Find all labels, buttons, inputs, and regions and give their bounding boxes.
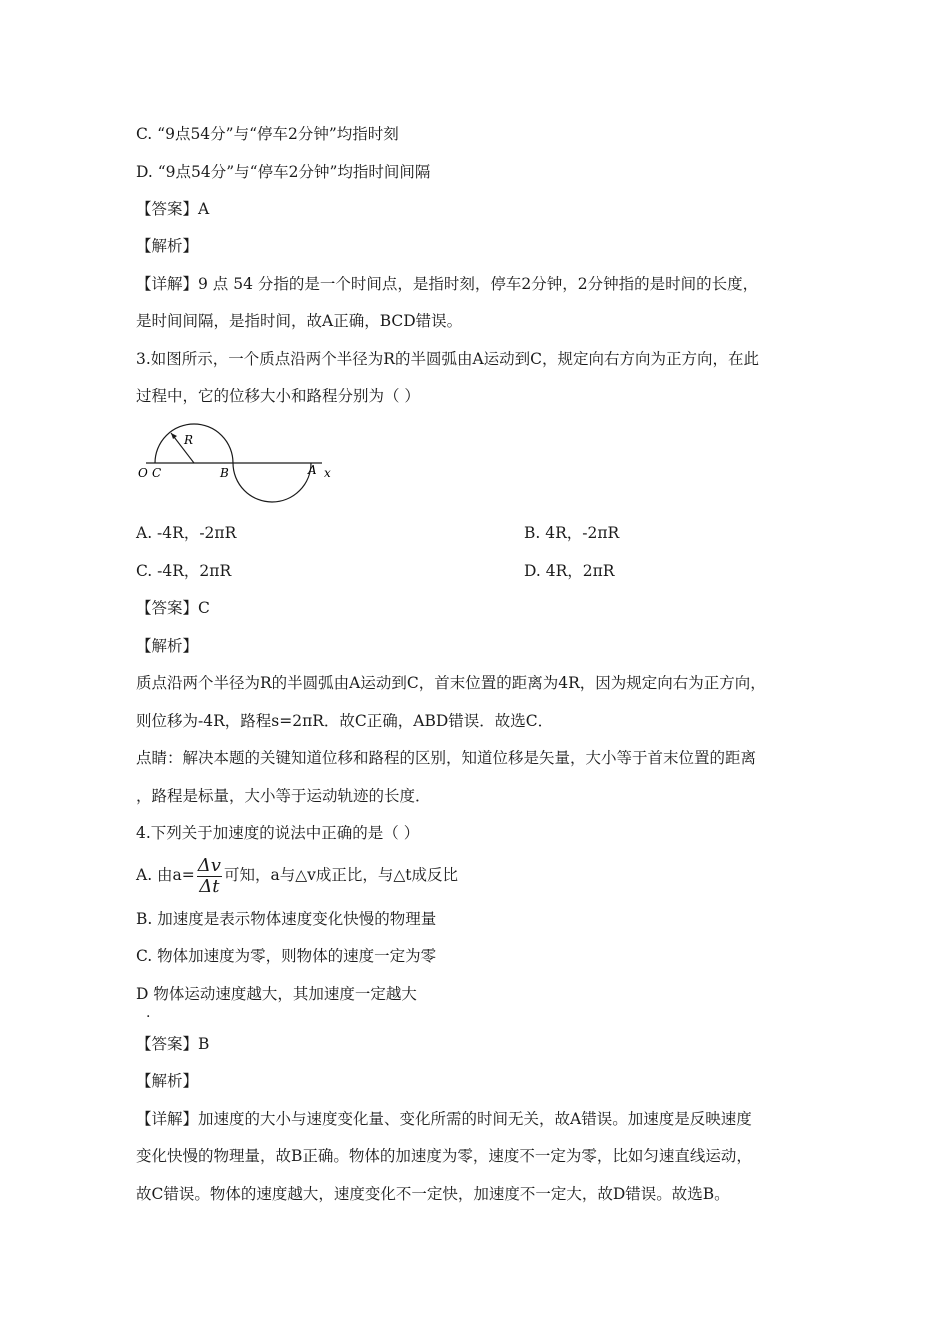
q4-detail-line-3: 故C错误。物体的速度越大，速度变化不一定快，加速度不一定大，故D错误。故选B。 bbox=[136, 1185, 730, 1203]
fraction-denominator: Δt bbox=[199, 875, 220, 897]
q2-detail-line-1: 【详解】9 点 54 分指的是一个时间点，是指时刻，停车2分钟，2分钟指的是时间的长度， bbox=[136, 275, 759, 293]
q4-detail-line-2: 变化快慢的物理量，故B正确。物体的加速度为零，速度不一定为零，比如匀速直线运动， bbox=[136, 1147, 752, 1165]
q4-stem: 4.下列关于加速度的说法中正确的是（ ） bbox=[136, 824, 420, 842]
fraction-numerator: Δv bbox=[197, 854, 221, 876]
q3-analysis-label: 【解析】 bbox=[136, 637, 199, 655]
q3-answer: 【答案】C bbox=[136, 599, 210, 617]
q3-stem-line-2: 过程中，它的位移大小和路程分别为（ ） bbox=[136, 387, 420, 405]
q2-analysis-label: 【解析】 bbox=[136, 237, 199, 255]
q2-option-d: D. “9点54分”与“停车2分钟”均指时间间隔 bbox=[136, 163, 431, 181]
q3-analysis-line-1: 质点沿两个半径为R的半圆弧由A运动到C，首末位置的距离为4R，因为规定向右为正方向， bbox=[136, 674, 766, 692]
semicircle-path-figure bbox=[130, 420, 340, 510]
q2-option-c: C. “9点54分”与“停车2分钟”均指时刻 bbox=[136, 125, 399, 143]
q4-option-c: C. 物体加速度为零，则物体的速度一定为零 bbox=[136, 947, 437, 965]
q3-tip-line-1: 点睛：解决本题的关键知道位移和路程的区别，知道位移是矢量，大小等于首末位置的距离 bbox=[136, 749, 757, 767]
label-x: x bbox=[324, 466, 331, 480]
q4-option-b: B. 加速度是表示物体速度变化快慢的物理量 bbox=[136, 910, 437, 928]
q3-analysis-line-2: 则位移为-4R，路程s=2πR．故C正确，ABD错误．故选C． bbox=[136, 712, 554, 730]
q3-option-b: B. 4R，-2πR bbox=[524, 524, 620, 542]
q4-option-a-prefix: A. 由a= bbox=[136, 866, 195, 884]
q2-answer: 【答案】A bbox=[136, 200, 210, 218]
label-c: C bbox=[152, 466, 162, 480]
q4-option-a-suffix: 可知，a与△v成正比，与△t成反比 bbox=[223, 866, 459, 884]
q2-detail-line-2: 是时间间隔，是指时间，故A正确，BCD错误。 bbox=[136, 312, 463, 330]
radius-arrowhead-icon bbox=[171, 433, 177, 439]
label-o: O bbox=[138, 466, 148, 480]
label-r: R bbox=[184, 433, 194, 447]
upper-semicircle-arc bbox=[155, 424, 233, 463]
q4-option-d-dot: . bbox=[146, 1005, 151, 1021]
q3-tip-line-2: ，路程是标量，大小等于运动轨迹的长度． bbox=[136, 787, 431, 805]
q3-option-a: A. -4R，-2πR bbox=[136, 524, 237, 542]
delta-v-over-delta-t-fraction bbox=[197, 856, 222, 897]
q4-answer: 【答案】B bbox=[136, 1035, 210, 1053]
q3-option-d: D. 4R，2πR bbox=[524, 562, 615, 580]
q4-analysis-label: 【解析】 bbox=[136, 1072, 199, 1090]
label-b: B bbox=[220, 466, 229, 480]
label-a: A bbox=[308, 463, 317, 477]
lower-semicircle-arc bbox=[233, 463, 311, 502]
q3-option-c: C. -4R，2πR bbox=[136, 562, 232, 580]
q4-detail-line-1: 【详解】加速度的大小与速度变化量、变化所需的时间无关，故A错误。加速度是反映速度 bbox=[136, 1110, 752, 1128]
q3-stem-line-1: 3.如图所示，一个质点沿两个半径为R的半圆弧由A运动到C，规定向右方向为正方向，在此 bbox=[136, 350, 760, 368]
q4-option-d: D 物体运动速度越大，其加速度一定越大 bbox=[136, 985, 417, 1003]
q4-option-a bbox=[136, 855, 816, 897]
